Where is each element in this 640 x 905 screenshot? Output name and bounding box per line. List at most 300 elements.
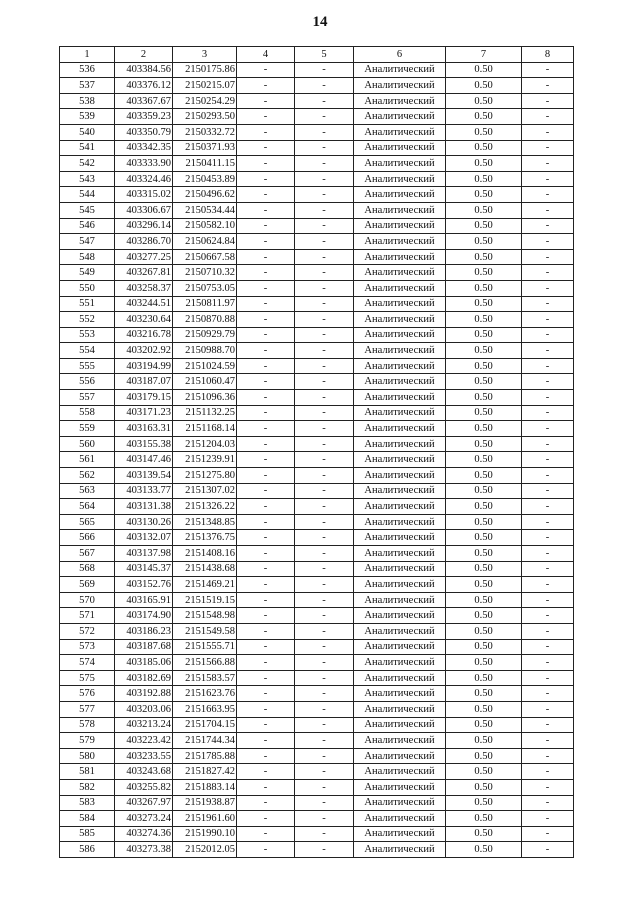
accuracy-cell: 0.50 — [446, 811, 522, 827]
table-row — [60, 358, 574, 374]
method-cell: Аналитический — [354, 249, 446, 265]
accuracy-cell: 0.50 — [446, 436, 522, 452]
col5-cell: - — [295, 655, 354, 671]
table-row — [60, 546, 574, 562]
col5-cell: - — [295, 546, 354, 562]
y-coordinate-cell: 2151204.03 — [173, 436, 237, 452]
col5-cell: - — [295, 717, 354, 733]
accuracy-cell: 0.50 — [446, 686, 522, 702]
point-number-cell: 581 — [60, 764, 115, 780]
col8-cell: - — [522, 405, 574, 421]
y-coordinate-cell: 2150811.97 — [173, 296, 237, 312]
accuracy-cell: 0.50 — [446, 140, 522, 156]
table-row — [60, 514, 574, 530]
table-row — [60, 608, 574, 624]
point-number-cell: 551 — [60, 296, 115, 312]
col5-cell: - — [295, 171, 354, 187]
method-cell: Аналитический — [354, 156, 446, 172]
accuracy-cell: 0.50 — [446, 405, 522, 421]
y-coordinate-cell: 2150534.44 — [173, 202, 237, 218]
col8-cell: - — [522, 748, 574, 764]
point-number-cell: 540 — [60, 124, 115, 140]
method-cell: Аналитический — [354, 670, 446, 686]
table-row — [60, 171, 574, 187]
accuracy-cell: 0.50 — [446, 577, 522, 593]
point-number-cell: 558 — [60, 405, 115, 421]
col5-cell: - — [295, 592, 354, 608]
col8-cell: - — [522, 826, 574, 842]
col4-cell: - — [237, 546, 295, 562]
col8-cell: - — [522, 452, 574, 468]
table-row — [60, 124, 574, 140]
method-cell: Аналитический — [354, 312, 446, 328]
accuracy-cell: 0.50 — [446, 514, 522, 530]
col5-cell: - — [295, 686, 354, 702]
method-cell: Аналитический — [354, 546, 446, 562]
col4-cell: - — [237, 717, 295, 733]
y-coordinate-cell: 2150870.88 — [173, 312, 237, 328]
col5-cell: - — [295, 327, 354, 343]
table-row — [60, 764, 574, 780]
accuracy-cell: 0.50 — [446, 124, 522, 140]
x-coordinate-cell: 403359.23 — [115, 109, 173, 125]
col8-cell: - — [522, 187, 574, 203]
col4-cell: - — [237, 296, 295, 312]
point-number-cell: 545 — [60, 202, 115, 218]
method-cell: Аналитический — [354, 390, 446, 406]
x-coordinate-cell: 403192.88 — [115, 686, 173, 702]
y-coordinate-cell: 2150496.62 — [173, 187, 237, 203]
x-coordinate-cell: 403243.68 — [115, 764, 173, 780]
accuracy-cell: 0.50 — [446, 280, 522, 296]
x-coordinate-cell: 403244.51 — [115, 296, 173, 312]
col8-cell: - — [522, 156, 574, 172]
header-cell: 3 — [173, 47, 237, 63]
table-row — [60, 280, 574, 296]
table-row — [60, 483, 574, 499]
col4-cell: - — [237, 826, 295, 842]
accuracy-cell: 0.50 — [446, 561, 522, 577]
method-cell: Аналитический — [354, 374, 446, 390]
x-coordinate-cell: 403165.91 — [115, 592, 173, 608]
method-cell: Аналитический — [354, 514, 446, 530]
col5-cell: - — [295, 452, 354, 468]
table-row — [60, 623, 574, 639]
col8-cell: - — [522, 202, 574, 218]
method-cell: Аналитический — [354, 561, 446, 577]
col5-cell: - — [295, 514, 354, 530]
accuracy-cell: 0.50 — [446, 390, 522, 406]
accuracy-cell: 0.50 — [446, 78, 522, 94]
col4-cell: - — [237, 327, 295, 343]
col4-cell: - — [237, 249, 295, 265]
accuracy-cell: 0.50 — [446, 826, 522, 842]
col8-cell: - — [522, 795, 574, 811]
y-coordinate-cell: 2151623.76 — [173, 686, 237, 702]
col8-cell: - — [522, 779, 574, 795]
col5-cell: - — [295, 577, 354, 593]
point-number-cell: 568 — [60, 561, 115, 577]
col4-cell: - — [237, 374, 295, 390]
col8-cell: - — [522, 327, 574, 343]
x-coordinate-cell: 403187.07 — [115, 374, 173, 390]
col8-cell: - — [522, 140, 574, 156]
accuracy-cell: 0.50 — [446, 670, 522, 686]
col4-cell: - — [237, 124, 295, 140]
x-coordinate-cell: 403131.38 — [115, 499, 173, 515]
accuracy-cell: 0.50 — [446, 327, 522, 343]
table-row — [60, 421, 574, 437]
table-row — [60, 109, 574, 125]
x-coordinate-cell: 403324.46 — [115, 171, 173, 187]
accuracy-cell: 0.50 — [446, 639, 522, 655]
col8-cell: - — [522, 811, 574, 827]
y-coordinate-cell: 2151096.36 — [173, 390, 237, 406]
table-row — [60, 218, 574, 234]
header-cell: 8 — [522, 47, 574, 63]
point-number-cell: 542 — [60, 156, 115, 172]
y-coordinate-cell: 2150371.93 — [173, 140, 237, 156]
col8-cell: - — [522, 374, 574, 390]
col5-cell: - — [295, 374, 354, 390]
coordinates-table — [59, 46, 574, 858]
col4-cell: - — [237, 577, 295, 593]
point-number-cell: 556 — [60, 374, 115, 390]
header-cell: 6 — [354, 47, 446, 63]
col5-cell: - — [295, 670, 354, 686]
header-cell: 7 — [446, 47, 522, 63]
col4-cell: - — [237, 514, 295, 530]
table-row — [60, 62, 574, 78]
x-coordinate-cell: 403182.69 — [115, 670, 173, 686]
y-coordinate-cell: 2151883.14 — [173, 779, 237, 795]
col8-cell: - — [522, 592, 574, 608]
point-number-cell: 575 — [60, 670, 115, 686]
col4-cell: - — [237, 530, 295, 546]
accuracy-cell: 0.50 — [446, 358, 522, 374]
accuracy-cell: 0.50 — [446, 249, 522, 265]
col4-cell: - — [237, 748, 295, 764]
y-coordinate-cell: 2151827.42 — [173, 764, 237, 780]
col5-cell: - — [295, 218, 354, 234]
x-coordinate-cell: 403132.07 — [115, 530, 173, 546]
point-number-cell: 572 — [60, 623, 115, 639]
accuracy-cell: 0.50 — [446, 374, 522, 390]
method-cell: Аналитический — [354, 686, 446, 702]
y-coordinate-cell: 2150254.29 — [173, 93, 237, 109]
accuracy-cell: 0.50 — [446, 343, 522, 359]
point-number-cell: 536 — [60, 62, 115, 78]
table-row — [60, 187, 574, 203]
x-coordinate-cell: 403133.77 — [115, 483, 173, 499]
accuracy-cell: 0.50 — [446, 530, 522, 546]
table-row — [60, 686, 574, 702]
y-coordinate-cell: 2151663.95 — [173, 701, 237, 717]
point-number-cell: 548 — [60, 249, 115, 265]
x-coordinate-cell: 403137.98 — [115, 546, 173, 562]
x-coordinate-cell: 403139.54 — [115, 468, 173, 484]
y-coordinate-cell: 2150582.10 — [173, 218, 237, 234]
point-number-cell: 560 — [60, 436, 115, 452]
y-coordinate-cell: 2151704.15 — [173, 717, 237, 733]
method-cell: Аналитический — [354, 779, 446, 795]
point-number-cell: 566 — [60, 530, 115, 546]
col5-cell: - — [295, 358, 354, 374]
y-coordinate-cell: 2150710.32 — [173, 265, 237, 281]
col8-cell: - — [522, 234, 574, 250]
point-number-cell: 580 — [60, 748, 115, 764]
accuracy-cell: 0.50 — [446, 701, 522, 717]
table-row — [60, 390, 574, 406]
y-coordinate-cell: 2151307.02 — [173, 483, 237, 499]
y-coordinate-cell: 2151583.57 — [173, 670, 237, 686]
method-cell: Аналитический — [354, 109, 446, 125]
table-row — [60, 733, 574, 749]
accuracy-cell: 0.50 — [446, 452, 522, 468]
x-coordinate-cell: 403350.79 — [115, 124, 173, 140]
col5-cell: - — [295, 421, 354, 437]
col5-cell: - — [295, 390, 354, 406]
method-cell: Аналитический — [354, 140, 446, 156]
col5-cell: - — [295, 701, 354, 717]
accuracy-cell: 0.50 — [446, 655, 522, 671]
point-number-cell: 552 — [60, 312, 115, 328]
point-number-cell: 573 — [60, 639, 115, 655]
y-coordinate-cell: 2151275.80 — [173, 468, 237, 484]
y-coordinate-cell: 2151239.91 — [173, 452, 237, 468]
method-cell: Аналитический — [354, 265, 446, 281]
y-coordinate-cell: 2151132.25 — [173, 405, 237, 421]
col5-cell: - — [295, 93, 354, 109]
method-cell: Аналитический — [354, 764, 446, 780]
col8-cell: - — [522, 701, 574, 717]
table-row — [60, 842, 574, 858]
y-coordinate-cell: 2151566.88 — [173, 655, 237, 671]
col4-cell: - — [237, 483, 295, 499]
col8-cell: - — [522, 577, 574, 593]
y-coordinate-cell: 2150453.89 — [173, 171, 237, 187]
accuracy-cell: 0.50 — [446, 234, 522, 250]
method-cell: Аналитический — [354, 577, 446, 593]
col5-cell: - — [295, 795, 354, 811]
accuracy-cell: 0.50 — [446, 779, 522, 795]
method-cell: Аналитический — [354, 811, 446, 827]
col4-cell: - — [237, 358, 295, 374]
col4-cell: - — [237, 592, 295, 608]
accuracy-cell: 0.50 — [446, 265, 522, 281]
col8-cell: - — [522, 499, 574, 515]
col8-cell: - — [522, 280, 574, 296]
col5-cell: - — [295, 764, 354, 780]
y-coordinate-cell: 2151376.75 — [173, 530, 237, 546]
table-row — [60, 93, 574, 109]
method-cell: Аналитический — [354, 468, 446, 484]
point-number-cell: 564 — [60, 499, 115, 515]
method-cell: Аналитический — [354, 187, 446, 203]
y-coordinate-cell: 2151938.87 — [173, 795, 237, 811]
x-coordinate-cell: 403258.37 — [115, 280, 173, 296]
table-row — [60, 265, 574, 281]
point-number-cell: 585 — [60, 826, 115, 842]
col5-cell: - — [295, 312, 354, 328]
x-coordinate-cell: 403185.06 — [115, 655, 173, 671]
col5-cell: - — [295, 639, 354, 655]
col4-cell: - — [237, 265, 295, 281]
col4-cell: - — [237, 623, 295, 639]
y-coordinate-cell: 2152012.05 — [173, 842, 237, 858]
accuracy-cell: 0.50 — [446, 296, 522, 312]
col5-cell: - — [295, 483, 354, 499]
x-coordinate-cell: 403186.23 — [115, 623, 173, 639]
accuracy-cell: 0.50 — [446, 218, 522, 234]
col4-cell: - — [237, 312, 295, 328]
col8-cell: - — [522, 296, 574, 312]
x-coordinate-cell: 403384.56 — [115, 62, 173, 78]
col8-cell: - — [522, 623, 574, 639]
col4-cell: - — [237, 561, 295, 577]
header-cell: 5 — [295, 47, 354, 63]
col8-cell: - — [522, 733, 574, 749]
method-cell: Аналитический — [354, 842, 446, 858]
col5-cell: - — [295, 296, 354, 312]
col5-cell: - — [295, 468, 354, 484]
accuracy-cell: 0.50 — [446, 842, 522, 858]
col4-cell: - — [237, 452, 295, 468]
x-coordinate-cell: 403273.24 — [115, 811, 173, 827]
accuracy-cell: 0.50 — [446, 171, 522, 187]
x-coordinate-cell: 403203.06 — [115, 701, 173, 717]
point-number-cell: 577 — [60, 701, 115, 717]
header-cell: 2 — [115, 47, 173, 63]
method-cell: Аналитический — [354, 405, 446, 421]
col8-cell: - — [522, 546, 574, 562]
method-cell: Аналитический — [354, 124, 446, 140]
col5-cell: - — [295, 124, 354, 140]
col5-cell: - — [295, 156, 354, 172]
point-number-cell: 570 — [60, 592, 115, 608]
col5-cell: - — [295, 202, 354, 218]
point-number-cell: 583 — [60, 795, 115, 811]
point-number-cell: 549 — [60, 265, 115, 281]
col5-cell: - — [295, 623, 354, 639]
y-coordinate-cell: 2151348.85 — [173, 514, 237, 530]
col8-cell: - — [522, 109, 574, 125]
col4-cell: - — [237, 811, 295, 827]
x-coordinate-cell: 403267.97 — [115, 795, 173, 811]
col8-cell: - — [522, 390, 574, 406]
col5-cell: - — [295, 405, 354, 421]
col4-cell: - — [237, 468, 295, 484]
table-row — [60, 670, 574, 686]
col4-cell: - — [237, 140, 295, 156]
col8-cell: - — [522, 530, 574, 546]
x-coordinate-cell: 403286.70 — [115, 234, 173, 250]
col5-cell: - — [295, 811, 354, 827]
accuracy-cell: 0.50 — [446, 187, 522, 203]
point-number-cell: 539 — [60, 109, 115, 125]
col8-cell: - — [522, 483, 574, 499]
x-coordinate-cell: 403145.37 — [115, 561, 173, 577]
table-row — [60, 811, 574, 827]
col5-cell: - — [295, 109, 354, 125]
table-row — [60, 639, 574, 655]
col5-cell: - — [295, 343, 354, 359]
table-row — [60, 249, 574, 265]
method-cell: Аналитический — [354, 218, 446, 234]
accuracy-cell: 0.50 — [446, 93, 522, 109]
point-number-cell: 557 — [60, 390, 115, 406]
col4-cell: - — [237, 779, 295, 795]
col4-cell: - — [237, 608, 295, 624]
col8-cell: - — [522, 764, 574, 780]
point-number-cell: 562 — [60, 468, 115, 484]
col5-cell: - — [295, 733, 354, 749]
col4-cell: - — [237, 764, 295, 780]
col8-cell: - — [522, 62, 574, 78]
col4-cell: - — [237, 405, 295, 421]
col4-cell: - — [237, 390, 295, 406]
x-coordinate-cell: 403130.26 — [115, 514, 173, 530]
x-coordinate-cell: 403213.24 — [115, 717, 173, 733]
accuracy-cell: 0.50 — [446, 312, 522, 328]
accuracy-cell: 0.50 — [446, 764, 522, 780]
y-coordinate-cell: 2151785.88 — [173, 748, 237, 764]
point-number-cell: 547 — [60, 234, 115, 250]
x-coordinate-cell: 403163.31 — [115, 421, 173, 437]
point-number-cell: 537 — [60, 78, 115, 94]
col5-cell: - — [295, 280, 354, 296]
col5-cell: - — [295, 779, 354, 795]
x-coordinate-cell: 403155.38 — [115, 436, 173, 452]
y-coordinate-cell: 2150332.72 — [173, 124, 237, 140]
col4-cell: - — [237, 62, 295, 78]
header-cell: 4 — [237, 47, 295, 63]
col4-cell: - — [237, 701, 295, 717]
method-cell: Аналитический — [354, 62, 446, 78]
accuracy-cell: 0.50 — [446, 717, 522, 733]
col5-cell: - — [295, 140, 354, 156]
y-coordinate-cell: 2151548.98 — [173, 608, 237, 624]
col4-cell: - — [237, 202, 295, 218]
x-coordinate-cell: 403367.67 — [115, 93, 173, 109]
col4-cell: - — [237, 109, 295, 125]
col8-cell: - — [522, 124, 574, 140]
x-coordinate-cell: 403274.36 — [115, 826, 173, 842]
point-number-cell: 579 — [60, 733, 115, 749]
accuracy-cell: 0.50 — [446, 421, 522, 437]
table-row — [60, 234, 574, 250]
table-row — [60, 140, 574, 156]
y-coordinate-cell: 2151060.47 — [173, 374, 237, 390]
point-number-cell: 584 — [60, 811, 115, 827]
col8-cell: - — [522, 93, 574, 109]
y-coordinate-cell: 2151024.59 — [173, 358, 237, 374]
method-cell: Аналитический — [354, 327, 446, 343]
table-row — [60, 436, 574, 452]
y-coordinate-cell: 2150929.79 — [173, 327, 237, 343]
col5-cell: - — [295, 530, 354, 546]
point-number-cell: 561 — [60, 452, 115, 468]
accuracy-cell: 0.50 — [446, 202, 522, 218]
point-number-cell: 582 — [60, 779, 115, 795]
header-row — [60, 47, 574, 63]
table-row — [60, 655, 574, 671]
col8-cell: - — [522, 218, 574, 234]
point-number-cell: 571 — [60, 608, 115, 624]
x-coordinate-cell: 403179.15 — [115, 390, 173, 406]
table-row — [60, 343, 574, 359]
y-coordinate-cell: 2150293.50 — [173, 109, 237, 125]
